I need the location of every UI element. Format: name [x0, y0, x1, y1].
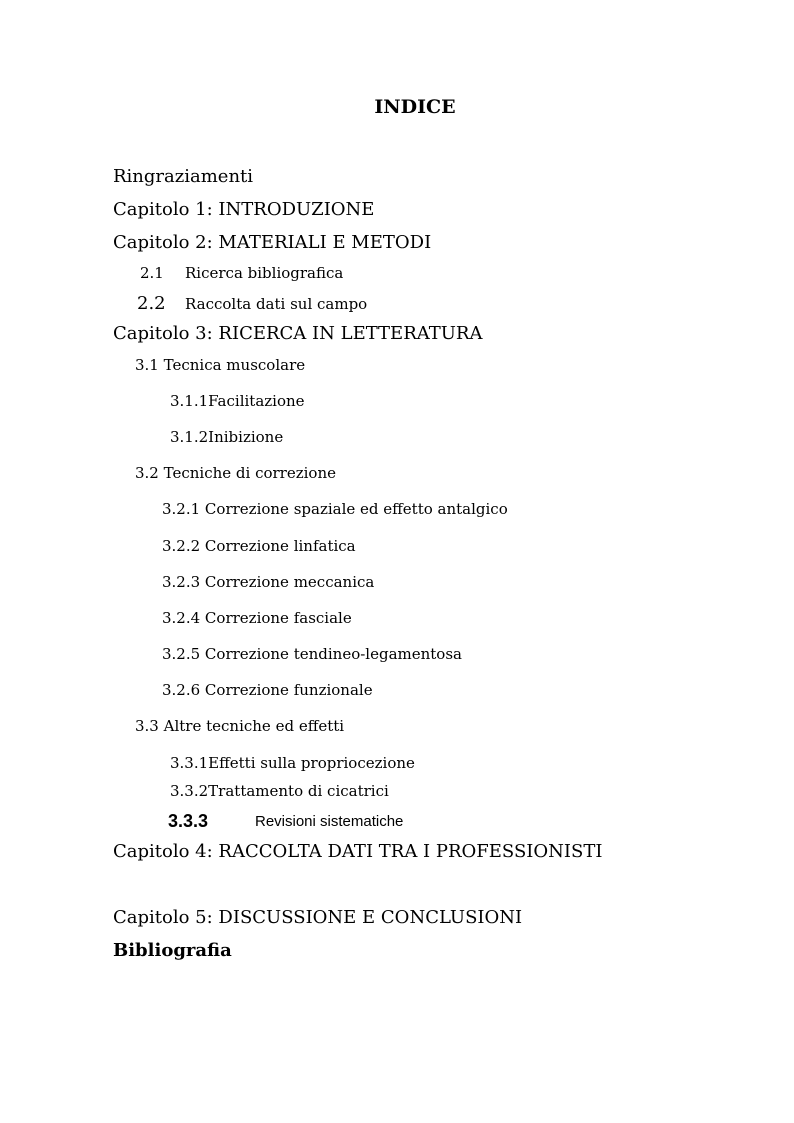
toc-chapter-1: Capitolo 1: INTRODUZIONE [113, 199, 375, 220]
toc-section-3-1-2: 3.1.2Inibizione [170, 428, 284, 446]
toc-chapter-5: Capitolo 5: DISCUSSIONE E CONCLUSIONI [113, 907, 523, 928]
toc-section-2-1-number: 2.1 [140, 264, 164, 282]
toc-section-3-2-3: 3.2.3 Correzione meccanica [162, 573, 375, 591]
toc-chapter-4: Capitolo 4: RACCOLTA DATI TRA I PROFESSIONISTI [113, 841, 603, 862]
toc-section-2-2-title: Raccolta dati sul campo [185, 295, 368, 313]
toc-section-2-2-number: 2.2 [137, 293, 166, 314]
page-title: INDICE [374, 96, 456, 118]
toc-section-3-2-1: 3.2.1 Correzione spaziale ed effetto antalgico [162, 500, 508, 518]
toc-section-3-2-4: 3.2.4 Correzione fasciale [162, 609, 352, 627]
toc-section-3-2-2: 3.2.2 Correzione linfatica [162, 537, 356, 555]
toc-chapter-3: Capitolo 3: RICERCA IN LETTERATURA [113, 323, 483, 344]
toc-section-3-3-3-title: Revisioni sistematiche [255, 813, 404, 830]
toc-section-3-1: 3.1 Tecnica muscolare [135, 356, 306, 374]
toc-section-2-1-title: Ricerca bibliografica [185, 264, 344, 282]
toc-section-3-1-1: 3.1.1Facilitazione [170, 392, 305, 410]
toc-section-3-2-6: 3.2.6 Correzione funzionale [162, 681, 373, 699]
toc-section-3-3-2: 3.3.2Trattamento di cicatrici [170, 782, 389, 800]
toc-chapter-2: Capitolo 2: MATERIALI E METODI [113, 232, 432, 253]
toc-section-3-2-5: 3.2.5 Correzione tendineo-legamentosa [162, 645, 462, 663]
toc-section-3-3: 3.3 Altre tecniche ed effetti [135, 717, 345, 735]
toc-section-3-2: 3.2 Tecniche di correzione [135, 464, 336, 482]
toc-section-3-3-1: 3.3.1Effetti sulla propriocezione [170, 754, 415, 772]
toc-bibliografia: Bibliografia [113, 940, 232, 961]
toc-section-3-3-3-number: 3.3.3 [168, 811, 209, 831]
toc-ringraziamenti: Ringraziamenti [113, 166, 254, 187]
